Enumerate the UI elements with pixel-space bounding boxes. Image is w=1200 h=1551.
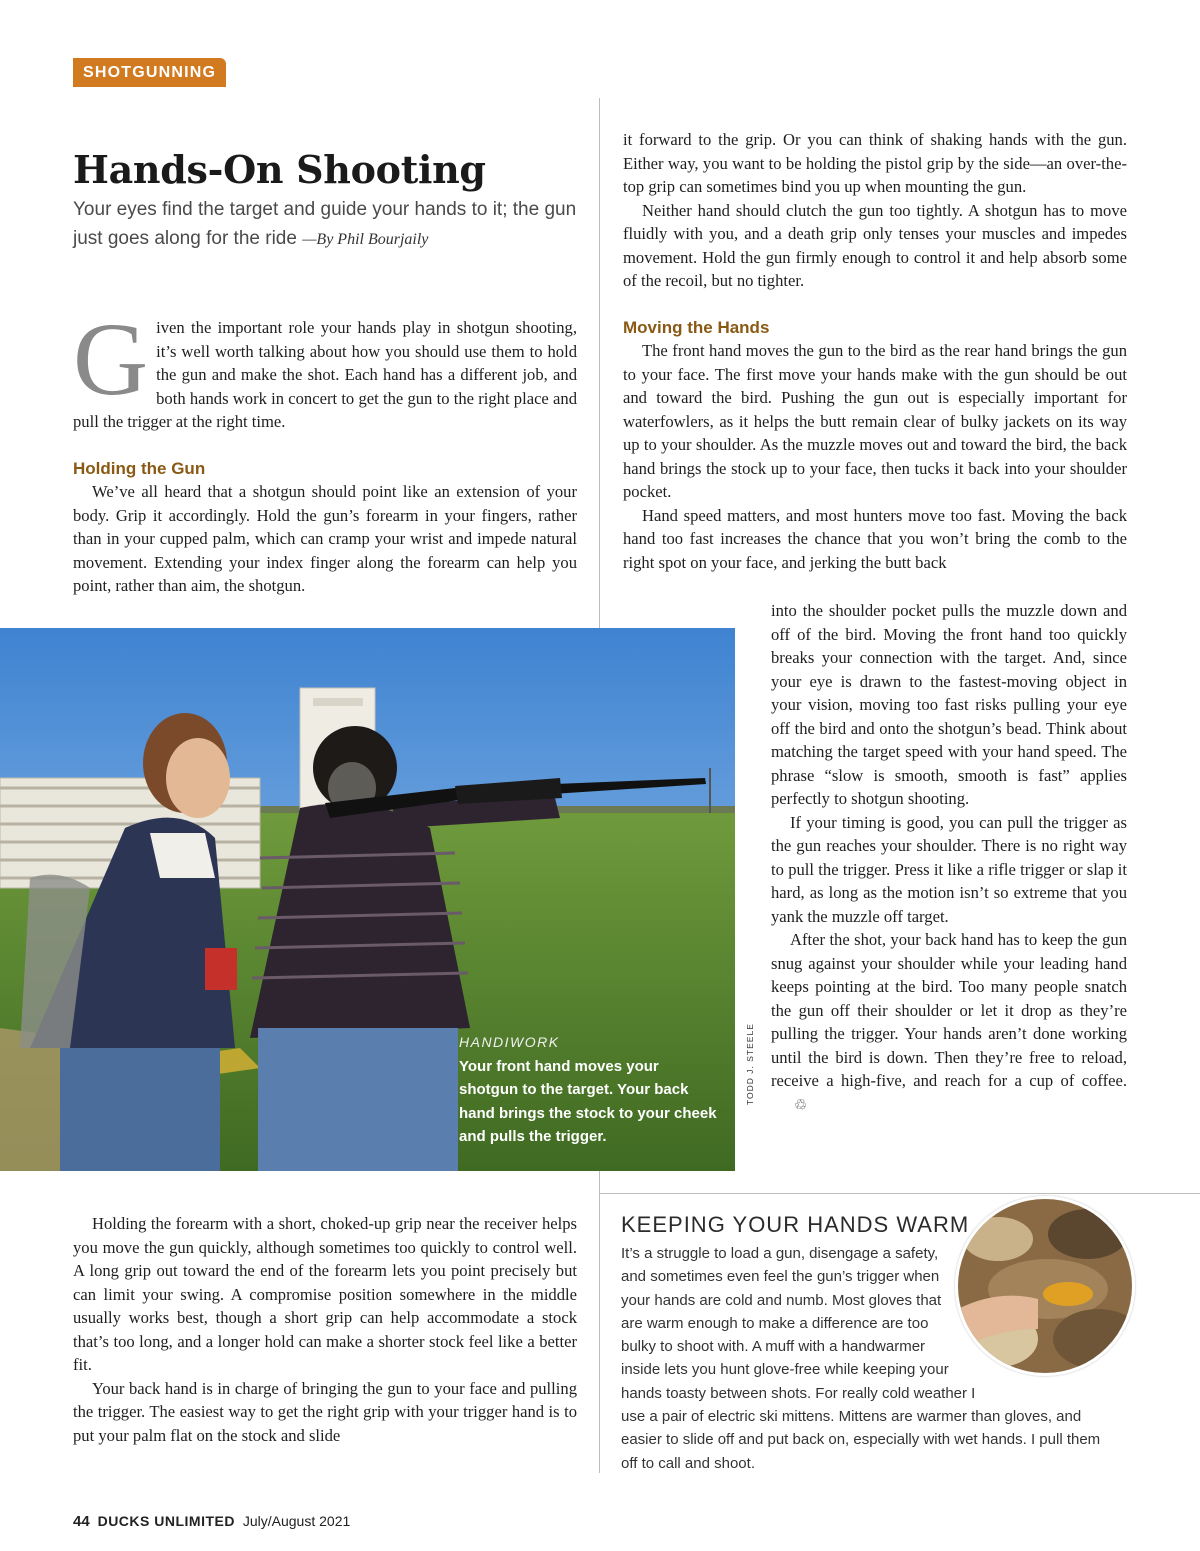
moving-paragraph-2a: Hand speed matters, and most hunters move too fast. Moving the back hand too fast increases the chance that you won’t bring the comb to the right spot on your face, and jerking the butt back — [623, 505, 1127, 572]
article-deck — [73, 195, 593, 254]
sidebar-divider — [599, 1193, 1200, 1194]
left-column-bottom — [73, 1212, 577, 1447]
moving-paragraph-4-text: After the shot, your back hand has to keep the gun snug against your shoulder while your leading hand keeps pointing at the bird. Too many people snatch the gun off their shoulder or let it drop as they’re pulling the trigger. Your hands aren’t done working until the bird is down. Then they’re free to reload, receive a high-five, and reach for a cup of coffee. — [771, 930, 1127, 1090]
sidebar-title: KEEPING YOUR HANDS WARM — [621, 1212, 970, 1237]
sidebar-body: It’s a struggle to load a gun, disengage a safety, and sometimes even feel the gun’s trigger when your hands are cold and numb. Most gloves that are warm enough to make a difference are too bulky to shoot with. A muff with a handwarmer inside lets you hunt glove-free while keeping your hands toasty between shots. For really cold weather I use a pair of electric ski mittens. Mittens are warmer than gloves, and easier to slide off and put back on, especially with wet hands. I pull them off to call and shoot. — [621, 1245, 1101, 1472]
moving-paragraph-2b: into the shoulder pocket pulls the muzzle down and off of the bird. Moving the front hand too quickly breaks your connection with the target. And, since your eye is drawn to the fastest-moving object in your vision, moving too fast risks pulling your eye off the bird and onto the shotgun’s bead. Think about matching the target speed with your hand speed. The phrase “slow is smooth, smooth is fast” applies perfectly to shotgun shooting. — [771, 601, 1127, 808]
left-column-top — [73, 302, 577, 598]
page-footer — [73, 1513, 350, 1530]
intro-text: iven the important role your hands play in shotgun shooting, it’s well worth talking about how you should use them to hold the gun and make the shot. Each hand has a different job, and both hands work in concert to get the gun to the right place and pull the trigger at the right time. — [73, 318, 577, 431]
magazine-name: DUCKS UNLIMITED — [97, 1513, 235, 1529]
moving-paragraph-4 — [771, 928, 1127, 1117]
issue-date: July/August 2021 — [242, 1513, 351, 1529]
deck-text: Your eyes find the target and guide your hands to it; the gun just goes along for the ride — [73, 199, 577, 249]
byline: —By Phil Bourjaily — [302, 231, 429, 248]
sidebar-text — [621, 1242, 1111, 1475]
right-paragraph-1: it forward to the grip. Or you can think of shaking hands with the gun. Either way, you want to be holding the pistol grip by the side—an over-the-top grip can sometimes bind you up when mounting the gun. — [623, 130, 1127, 196]
holding-paragraph-3: Your back hand is in charge of bringing the gun to your face and pulling the trigger. The easiest way to get the right grip with your trigger hand is to put your palm flat on the stock and slide — [73, 1378, 577, 1445]
duck-end-mark-icon: ♲ — [794, 1095, 808, 1114]
moving-paragraph-1: The front hand moves the gun to the bird as the rear hand brings the gun to your face. The first move your hands make with the gun should be out and toward the bird. Pushing the gun out is especially important for waterfowlers, as it helps the butt remain clear of bulky jackets on its way up to your shoulder. As the muzzle moves out and toward the bird, the back hand brings the stock up to your face, then tucks it back into your shoulder pocket. — [623, 341, 1127, 501]
holding-paragraph-2: Holding the forearm with a short, choked-up grip near the receiver helps you move the gun quickly, although sometimes too quickly to control well. A long grip out toward the end of the forearm lets you point precisely but can limit your swing. A compromise position somewhere in the middle usually works best, though a short grip can help accommodate a stock that’s too long, and a longer hold can make a shorter stock feel like a better fit. — [73, 1214, 577, 1374]
photo-credit: TODD J. STEELE — [745, 1023, 755, 1105]
subhead-moving: Moving the Hands — [623, 317, 770, 337]
caption-title: HANDIWORK — [459, 1034, 560, 1050]
right-paragraph-2: Neither hand should clutch the gun too tightly. A shotgun has to move fluidly with you, and a death grip only tenses your muscles and impedes movement. Hold the gun firmly enough to control it and help absorb some of the recoil, but no tighter. — [623, 200, 1127, 290]
moving-paragraph-3: If your timing is good, you can pull the trigger as the gun reaches your shoulder. There is no right way to pull the trigger. Press it like a rifle trigger or slap it hard, as long as the motion isn’t so extreme that you yank the muzzle off target. — [771, 812, 1127, 926]
subhead-holding: Holding the Gun — [73, 458, 206, 478]
sidebar-wrap-spacer — [926, 1242, 1111, 1402]
right-column-narrow — [771, 599, 1127, 1117]
intro-paragraph — [73, 302, 577, 434]
holding-paragraph-1: We’ve all heard that a shotgun should point like an extension of your body. Grip it accordingly. Hold the gun’s forearm in your fingers, rather than in your cupped palm, which can cramp your wrist and impede natural movement. Extending your index finger along the forearm can help you point, rather than aim, the shotgun. — [73, 482, 577, 595]
right-column-top — [623, 128, 1127, 574]
page-number: 44 — [73, 1513, 90, 1530]
section-tag: SHOTGUNNING — [73, 58, 226, 87]
photo-caption — [459, 1031, 719, 1149]
drop-cap: G — [73, 302, 149, 417]
article-title: Hands-On Shooting — [73, 147, 486, 192]
column-divider-lower — [599, 1193, 600, 1473]
caption-text: Your front hand moves your shotgun to the target. Your back hand brings the stock to your cheek and pulls the trigger. — [459, 1057, 717, 1145]
